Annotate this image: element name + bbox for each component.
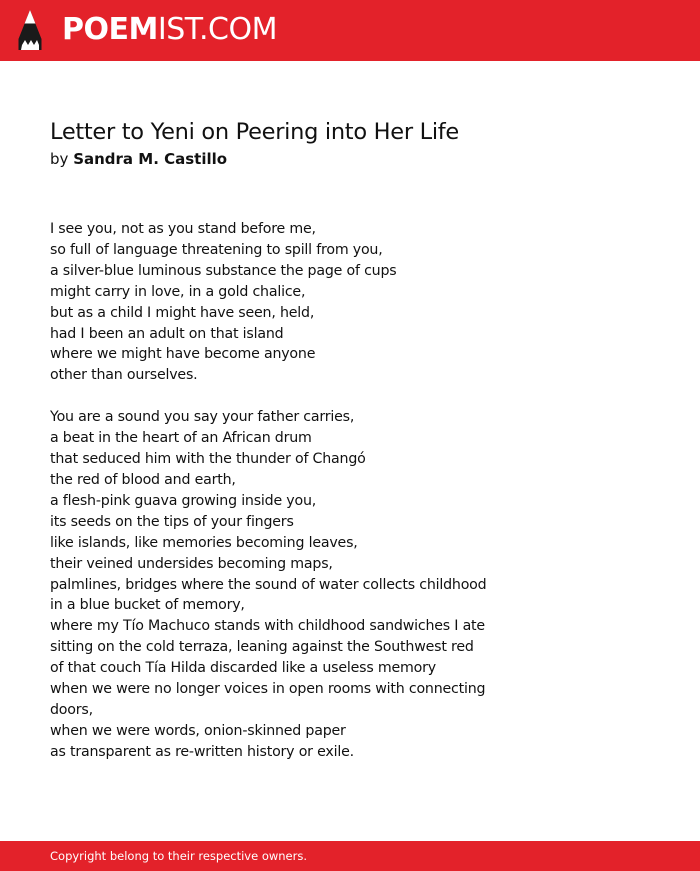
site-logo[interactable] bbox=[62, 12, 277, 52]
poem-byline bbox=[50, 149, 227, 169]
copyright-notice: Copyright belong to their respective owners. bbox=[50, 849, 308, 863]
poem-line: when we were words, onion-skinned paper bbox=[50, 722, 346, 739]
poem-line: I see you, not as you stand before me, bbox=[50, 221, 316, 237]
poem-line: like islands, like memories becoming leaves, bbox=[50, 534, 358, 551]
by-label: by bbox=[50, 150, 69, 168]
site-footer bbox=[0, 841, 700, 871]
poem-line: in a blue bucket of memory, bbox=[50, 597, 245, 614]
poem-line: You are a sound you say your father carries, bbox=[50, 409, 355, 426]
poem-line: a silver-blue luminous substance the page of cups bbox=[50, 262, 397, 279]
poem-line: a flesh-pink guava growing inside you, bbox=[50, 492, 317, 509]
poem-line: had I been an adult on that island bbox=[50, 325, 284, 342]
pencil-icon[interactable] bbox=[17, 9, 43, 51]
poem-line: of that couch Tía Hilda discarded like a useless memory bbox=[50, 660, 436, 677]
site-header bbox=[0, 0, 700, 61]
poem-body bbox=[50, 219, 670, 784]
poem-line: but as a child I might have seen, held, bbox=[50, 304, 315, 321]
poem-line: other than ourselves. bbox=[50, 367, 198, 384]
poem-line: so full of language threatening to spill from you, bbox=[50, 241, 383, 258]
poem-line: its seeds on the tips of your fingers bbox=[50, 513, 294, 530]
poem-stanza bbox=[50, 407, 670, 762]
poem-stanza bbox=[50, 219, 670, 386]
poem-line: that seduced him with the thunder of Changó bbox=[50, 451, 366, 468]
poem-line: a beat in the heart of an African drum bbox=[50, 430, 312, 447]
poem-line: where we might have become anyone bbox=[50, 346, 316, 363]
poem-line: might carry in love, in a gold chalice, bbox=[50, 283, 306, 300]
author-name: Sandra M. Castillo bbox=[73, 150, 228, 168]
poem-line: the red of blood and earth, bbox=[50, 471, 236, 488]
logo-bold-text: POEM bbox=[62, 12, 158, 47]
poem-line: palmlines, bridges where the sound of water collects childhood bbox=[50, 576, 487, 593]
poem-line: where my Tío Machuco stands with childhood sandwiches I ate bbox=[50, 618, 485, 635]
poem-line: their veined undersides becoming maps, bbox=[50, 555, 333, 572]
poem-line: when we were no longer voices in open rooms with connecting bbox=[50, 681, 486, 698]
poem-line: as transparent as re-written history or exile. bbox=[50, 743, 354, 760]
poem-title: Letter to Yeni on Peering into Her Life bbox=[50, 119, 459, 145]
logo-light-text: IST.COM bbox=[157, 12, 277, 47]
poem-line: sitting on the cold terraza, leaning against the Southwest red bbox=[50, 639, 474, 656]
poem-line: doors, bbox=[50, 701, 93, 718]
